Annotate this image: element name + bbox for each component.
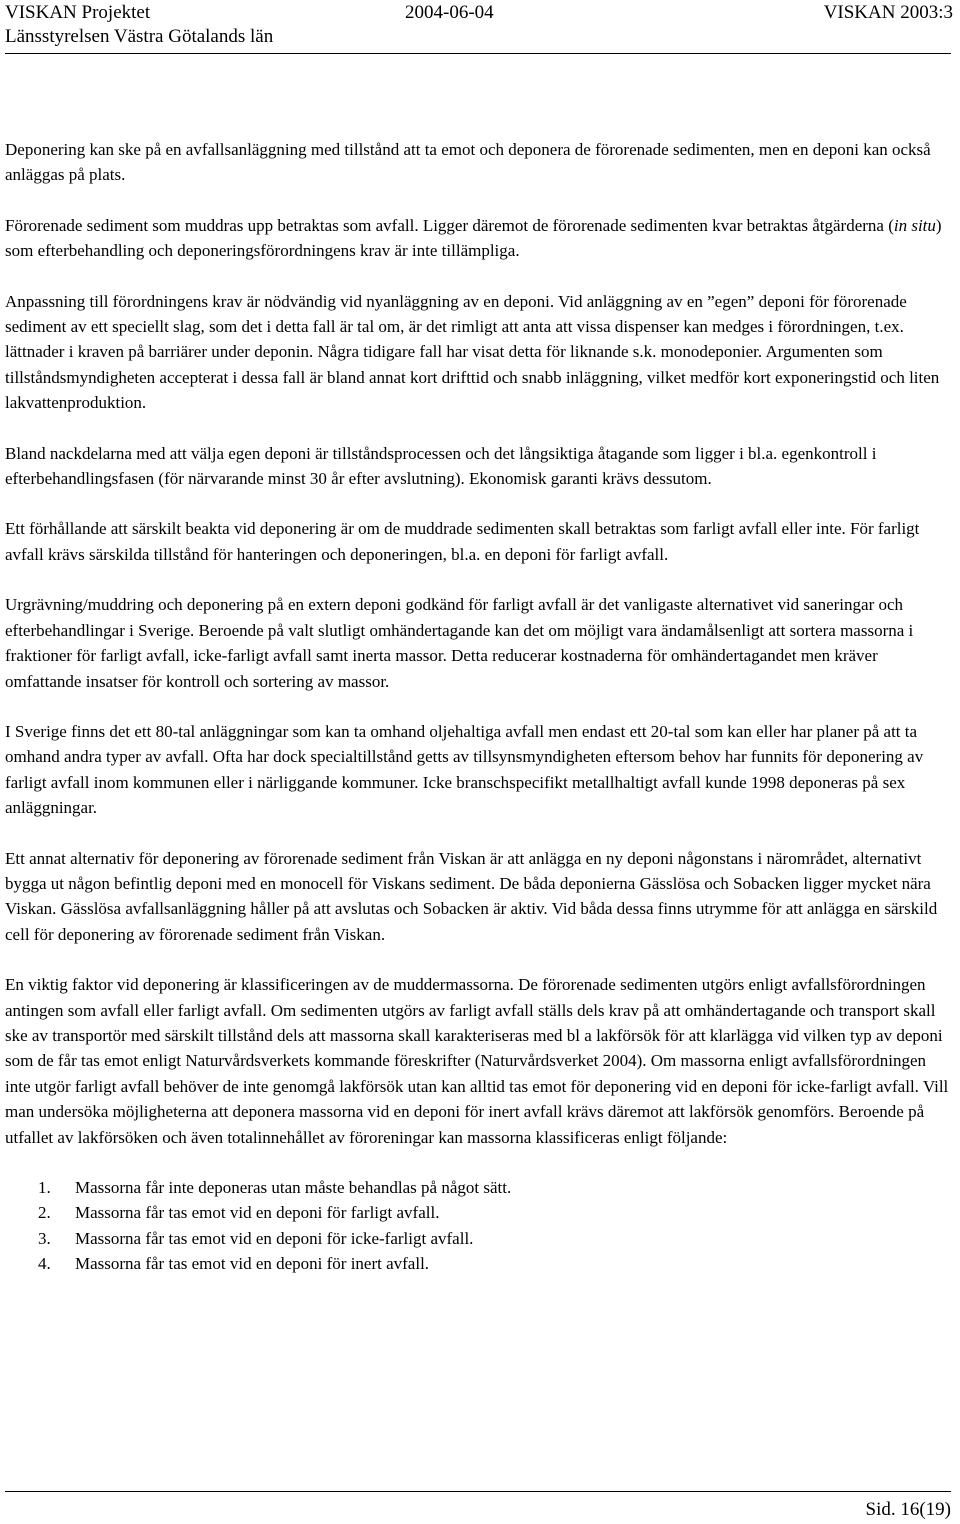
list-item-text: Massorna får inte deponeras utan måste behandlas på något sätt.	[75, 1178, 512, 1197]
paragraph-text: I Sverige finns det ett 80-tal anläggningar som kan ta omhand oljehaltiga avfall men endast ett 20-tal som kan eller har planer på att ta omhand andra typer av avfall. Ofta har dock specialtillstånd getts av tillsynsmyndigheten eftersom behov har funnits för deponering av farligt avfall inom kommunen eller i närliggande kommuner. Icke branschspecifikt metallhaltigt avfall kunde 1998 deponeras på sex anläggningar.	[5, 721, 924, 818]
paragraph	[5, 441, 955, 492]
page-number: Sid. 16(19)	[865, 1499, 951, 1520]
paragraph-text: ) som efterbehandling och deponeringsförordningens krav är inte tillämpliga.	[5, 215, 942, 261]
paragraph	[5, 719, 955, 821]
document-date: 2004-06-04	[405, 2, 494, 23]
list-item-number: 2.	[38, 1203, 51, 1223]
list-item-text: Massorna får tas emot vid en deponi för farligt avfall.	[75, 1203, 440, 1223]
list-item	[5, 1200, 955, 1225]
list-item-number: 4.	[38, 1254, 51, 1274]
paragraph	[5, 972, 955, 1150]
list-item	[5, 1251, 955, 1276]
paragraph-text: En viktig faktor vid deponering är klassificeringen av de muddermassorna. De förorenade sedimenten utgörs enligt avfallsförordningen antingen som avfall eller farligt avfall. Om sedimenten utgörs av farligt avfall ställs dels krav på att omhändertagande och transport skall ske av transportör med särskilt tillstånd dels att massorna skall karakteriseras med bl a lakförsök för att klarlägga vid vilken typ av deponi som de får tas emot enligt Naturvårdsverkets kommande föreskrifter (Naturvårdsverket 2004). Om massorna enligt avfallsförordningen inte utgör farligt avfall behöver de inte genomgå lakförsök utan kan alltid tas emot för deponering vid en deponi för icke-farligt avfall. Vill man undersöka möjligheterna att deponera massorna vid en deponi för inert avfall krävs däremot att lakförsök genomförs. Beroende på utfallet av lakförsöken och även totalinnehållet av föroreningar kan massorna klassificeras enligt följande:	[5, 975, 949, 1147]
document-body	[5, 137, 955, 1277]
list-item	[5, 1226, 955, 1251]
list-item-text: Massorna får tas emot vid en deponi för icke-farligt avfall.	[75, 1228, 474, 1248]
document-id: VISKAN 2003:3	[823, 2, 953, 23]
header-row-top	[5, 1, 953, 25]
paragraph	[5, 846, 955, 948]
paragraph	[5, 592, 955, 694]
footer-divider	[5, 1491, 951, 1492]
list-item-text: Massorna får tas emot vid en deponi för inert avfall.	[75, 1254, 430, 1274]
page-header	[5, 0, 953, 54]
paragraph-text: Anpassning till förordningens krav är nödvändig vid nyanläggning av en deponi. Vid anläggning av en ”egen” deponi för förorenade sediment av ett speciellt slag, som det i detta fall är tal om, är det rimligt att anta att vissa dispenser kan medges i förordningen, t.ex. lättnader i kraven på barriärer under deponin. Några tidigare fall har visat detta för liknande s.k. monodeponier. Argumenten som tillståndsmyndigheten accepterat i dessa fall är bland annat kort drifttid och snabb inläggning, vilket medför kort exponeringstid och liten lakvattenproduktion.	[5, 291, 940, 413]
paragraph-text: Ett förhållande att särskilt beakta vid deponering är om de muddrade sedimenten skall betraktas som farligt avfall eller inte. För farligt avfall krävs särskilda tillstånd för hanteringen och deponeringen, bl.a. en deponi för farligt avfall.	[5, 519, 920, 564]
paragraph-text: Bland nackdelarna med att välja egen deponi är tillståndsprocessen och det långsiktiga åtagande som ligger i bl.a. egenkontroll i efterbehandlingsfasen (för närvarande minst 30 år efter avslutning). Ekonomisk garanti krävs dessutom.	[5, 443, 877, 489]
list-item	[5, 1175, 955, 1200]
project-name: VISKAN Projektet	[5, 2, 151, 23]
header-row-bottom	[5, 25, 953, 49]
paragraph	[5, 213, 955, 264]
list-item-number: 3.	[38, 1228, 51, 1248]
paragraph	[5, 516, 955, 567]
paragraph-emphasis: in situ	[893, 215, 936, 235]
paragraph-text: Ett annat alternativ för deponering av förorenade sediment från Viskan är att anlägga en ny deponi någonstans i närområdet, alternativt bygga ut någon befintlig deponi med en monocell för Viskans sediment. De båda deponierna Gässlösa och Sobacken ligger mycket nära Viskan. Gässlösa avfallsanläggning håller på att avslutas och Sobacken är aktiv. Vid båda dessa finns utrymme för att anlägga en särskild cell för deponering av förorenade sediment från Viskan.	[5, 848, 938, 944]
classification-list	[5, 1175, 955, 1277]
list-item-number: 1.	[38, 1178, 51, 1197]
paragraph-text: Deponering kan ske på en avfallsanläggning med tillstånd att ta emot och deponera de förorenade sedimenten, men en deponi kan också anläggas på plats.	[5, 140, 931, 185]
paragraph-text: Urgrävning/muddring och deponering på en extern deponi godkänd för farligt avfall är det vanligaste alternativet vid saneringar och efterbehandlingar i Sverige. Beroende på valt slutligt omhändertagande kan det om möjligt vara ändamålsenligt att sortera massorna i fraktioner för farligt avfall, icke-farligt avfall samt inerta massor. Detta reducerar kostnaderna för omhändertagandet men kräver omfattande insatser för kontroll och sortering av massor.	[5, 595, 914, 691]
paragraph	[5, 137, 955, 188]
organization-name: Länsstyrelsen Västra Götalands län	[5, 26, 274, 47]
header-divider	[5, 53, 951, 54]
paragraph	[5, 289, 955, 416]
paragraph-list	[5, 137, 955, 1150]
paragraph-text: Förorenade sediment som muddras upp betraktas som avfall. Ligger däremot de förorenade sedimenten kvar betraktas åtgärderna (	[5, 215, 894, 235]
